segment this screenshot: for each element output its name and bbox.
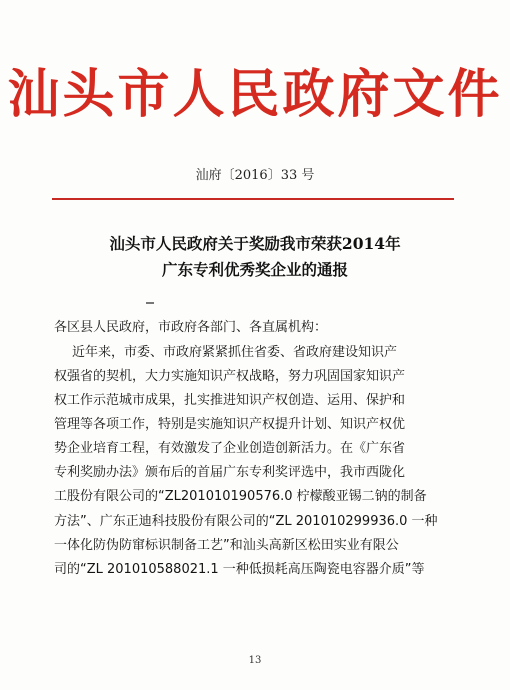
page-number: 13: [248, 655, 262, 666]
notice-title-line-1: 汕头市人民政府关于奖励我市荣获2014年: [109, 234, 401, 253]
salutation: 各区县人民政府，市政府各部门、各直属机构：: [54, 320, 328, 335]
body-line: 权工作示范城市成果，扎实推进知识产权创造、运用、保护和: [54, 393, 406, 408]
body-line: 权强省的契机，大力实施知识产权战略，努力巩固国家知识产: [54, 369, 406, 384]
body-line: 工股份有限公司的“ZL201010190576.0 柠檬酸亚锡二钠的制备: [54, 489, 427, 504]
document-header-title: 汕头市人民政府文件: [7, 64, 503, 125]
body-line: 势企业培育工程，有效激发了企业创造创新活力。在《广东省: [54, 441, 406, 456]
body-line: 一体化防伪防窜标识制备工艺”和汕头高新区松田实业有限公: [54, 538, 399, 553]
body-line: 专利奖励办法》颁布后的首届广东专利奖评选中，我市西陇化: [54, 465, 406, 480]
body-line: 司的“ZL 201010588021.1 一种低损耗高压陶瓷电容器介质”等: [54, 562, 425, 577]
notice-title-line-2: 广东专利优秀奖企业的通报: [161, 260, 348, 279]
body-line: 方法”、广东正迪科技股份有限公司的“ZL 201010299936.0 一种: [54, 514, 438, 529]
body-line: 管理等各项工作，特别是实施知识产权提升计划、知识产权优: [54, 417, 406, 432]
document-number: 汕府〔2016〕33 号: [195, 168, 315, 183]
scan-smudge: [146, 302, 154, 304]
header-divider-line: [52, 198, 454, 200]
body-line: 近年来，市委、市政府紧紧抓住省委、省政府建设知识产: [72, 345, 398, 360]
